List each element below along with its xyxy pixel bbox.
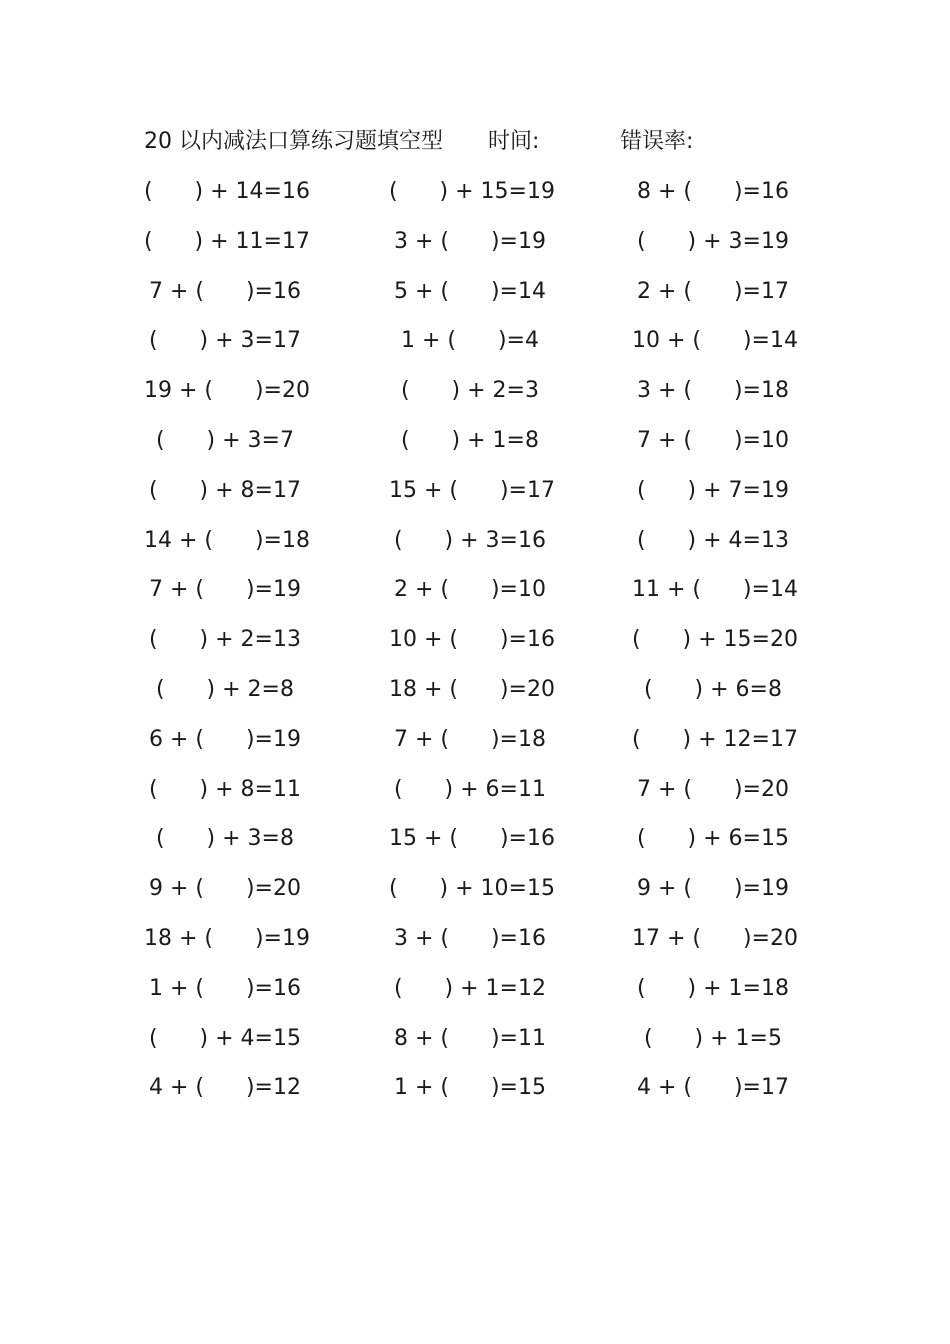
problem-row	[0, 720, 950, 770]
problem-cell: ( ) + 6=8	[644, 676, 782, 702]
problem-cell: ( ) + 2=3	[401, 378, 539, 404]
problem-cell: ( ) + 11=17	[144, 228, 310, 254]
problem-row	[0, 222, 950, 272]
problem-cell: 19 + ( )=20	[144, 378, 310, 404]
problem-cell: 14 + ( )=18	[144, 527, 310, 553]
problem-cell: ( ) + 15=20	[632, 627, 798, 653]
problem-cell: ( ) + 6=11	[394, 776, 546, 802]
problem-cell: 2 + ( )=10	[394, 577, 546, 603]
problem-cell: 3 + ( )=16	[394, 925, 546, 951]
problem-cell: ( ) + 1=18	[637, 975, 789, 1001]
error-rate-label: 错误率:	[620, 129, 694, 154]
problem-cell: ( ) + 1=5	[644, 1025, 782, 1051]
problem-cell: 2 + ( )=17	[637, 278, 789, 304]
problem-row	[0, 819, 950, 869]
problem-cell: ( ) + 1=12	[394, 975, 546, 1001]
problem-cell: 17 + ( )=20	[632, 925, 798, 951]
problem-cell: 8 + ( )=11	[394, 1025, 546, 1051]
problem-row	[0, 172, 950, 222]
problem-cell: 10 + ( )=14	[632, 328, 798, 354]
problem-cell: 3 + ( )=18	[637, 378, 789, 404]
problem-cell: 11 + ( )=14	[632, 577, 798, 603]
problem-row	[0, 869, 950, 919]
problem-cell: ( ) + 2=8	[156, 676, 294, 702]
problem-cell: 10 + ( )=16	[389, 627, 555, 653]
problem-cell: ( ) + 12=17	[632, 726, 798, 752]
problem-cell: 1 + ( )=15	[394, 1075, 546, 1101]
problem-row	[0, 272, 950, 322]
problem-cell: 18 + ( )=20	[389, 676, 555, 702]
problem-cell: ( ) + 8=11	[149, 776, 301, 802]
problem-cell: ( ) + 3=8	[156, 826, 294, 852]
problem-cell: 8 + ( )=16	[637, 179, 789, 204]
problem-row	[0, 919, 950, 969]
problem-cell: 1 + ( )=16	[149, 975, 301, 1001]
problem-cell: 7 + ( )=16	[149, 278, 301, 304]
problem-cell: ( ) + 3=16	[394, 527, 546, 553]
problem-cell: 7 + ( )=19	[149, 577, 301, 603]
problem-cell: ( ) + 1=8	[401, 427, 539, 453]
problem-row	[0, 1068, 950, 1118]
problem-cell: 9 + ( )=19	[637, 876, 789, 902]
problem-row	[0, 421, 950, 471]
problem-row	[0, 570, 950, 620]
problem-grid	[0, 172, 950, 1118]
problem-cell: 7 + ( )=20	[637, 776, 789, 802]
problem-row	[0, 1019, 950, 1069]
problem-cell: 4 + ( )=12	[149, 1075, 301, 1101]
problem-cell: 9 + ( )=20	[149, 876, 301, 902]
problem-cell: ( ) + 3=19	[637, 228, 789, 254]
problem-cell: 15 + ( )=16	[389, 826, 555, 852]
time-label: 时间:	[488, 129, 540, 154]
problem-row	[0, 620, 950, 670]
problem-row	[0, 969, 950, 1019]
problem-row	[0, 371, 950, 421]
problem-cell: ( ) + 2=13	[149, 627, 301, 653]
problem-cell: 7 + ( )=10	[637, 427, 789, 453]
problem-cell: ( ) + 8=17	[149, 477, 301, 503]
problem-cell: ( ) + 7=19	[637, 477, 789, 503]
problem-row	[0, 521, 950, 571]
problem-cell: ( ) + 15=19	[389, 179, 555, 204]
problem-cell: 6 + ( )=19	[149, 726, 301, 752]
problem-cell: 1 + ( )=4	[401, 328, 539, 354]
problem-cell: 15 + ( )=17	[389, 477, 555, 503]
problem-cell: 5 + ( )=14	[394, 278, 546, 304]
problem-cell: 4 + ( )=17	[637, 1075, 789, 1101]
problem-cell: 7 + ( )=18	[394, 726, 546, 752]
problem-cell: ( ) + 3=7	[156, 427, 294, 453]
problem-row	[0, 321, 950, 371]
worksheet-header	[0, 124, 950, 160]
problem-row	[0, 670, 950, 720]
problem-cell: ( ) + 3=17	[149, 328, 301, 354]
problem-cell: 3 + ( )=19	[394, 228, 546, 254]
problem-cell: ( ) + 4=13	[637, 527, 789, 553]
problem-cell: ( ) + 10=15	[389, 876, 555, 902]
problem-cell: ( ) + 14=16	[144, 179, 310, 204]
problem-cell: 18 + ( )=19	[144, 925, 310, 951]
worksheet-title: 20 以内减法口算练习题填空型	[144, 129, 443, 154]
problem-cell: ( ) + 4=15	[149, 1025, 301, 1051]
problem-cell: ( ) + 6=15	[637, 826, 789, 852]
problem-row	[0, 471, 950, 521]
problem-row	[0, 770, 950, 820]
